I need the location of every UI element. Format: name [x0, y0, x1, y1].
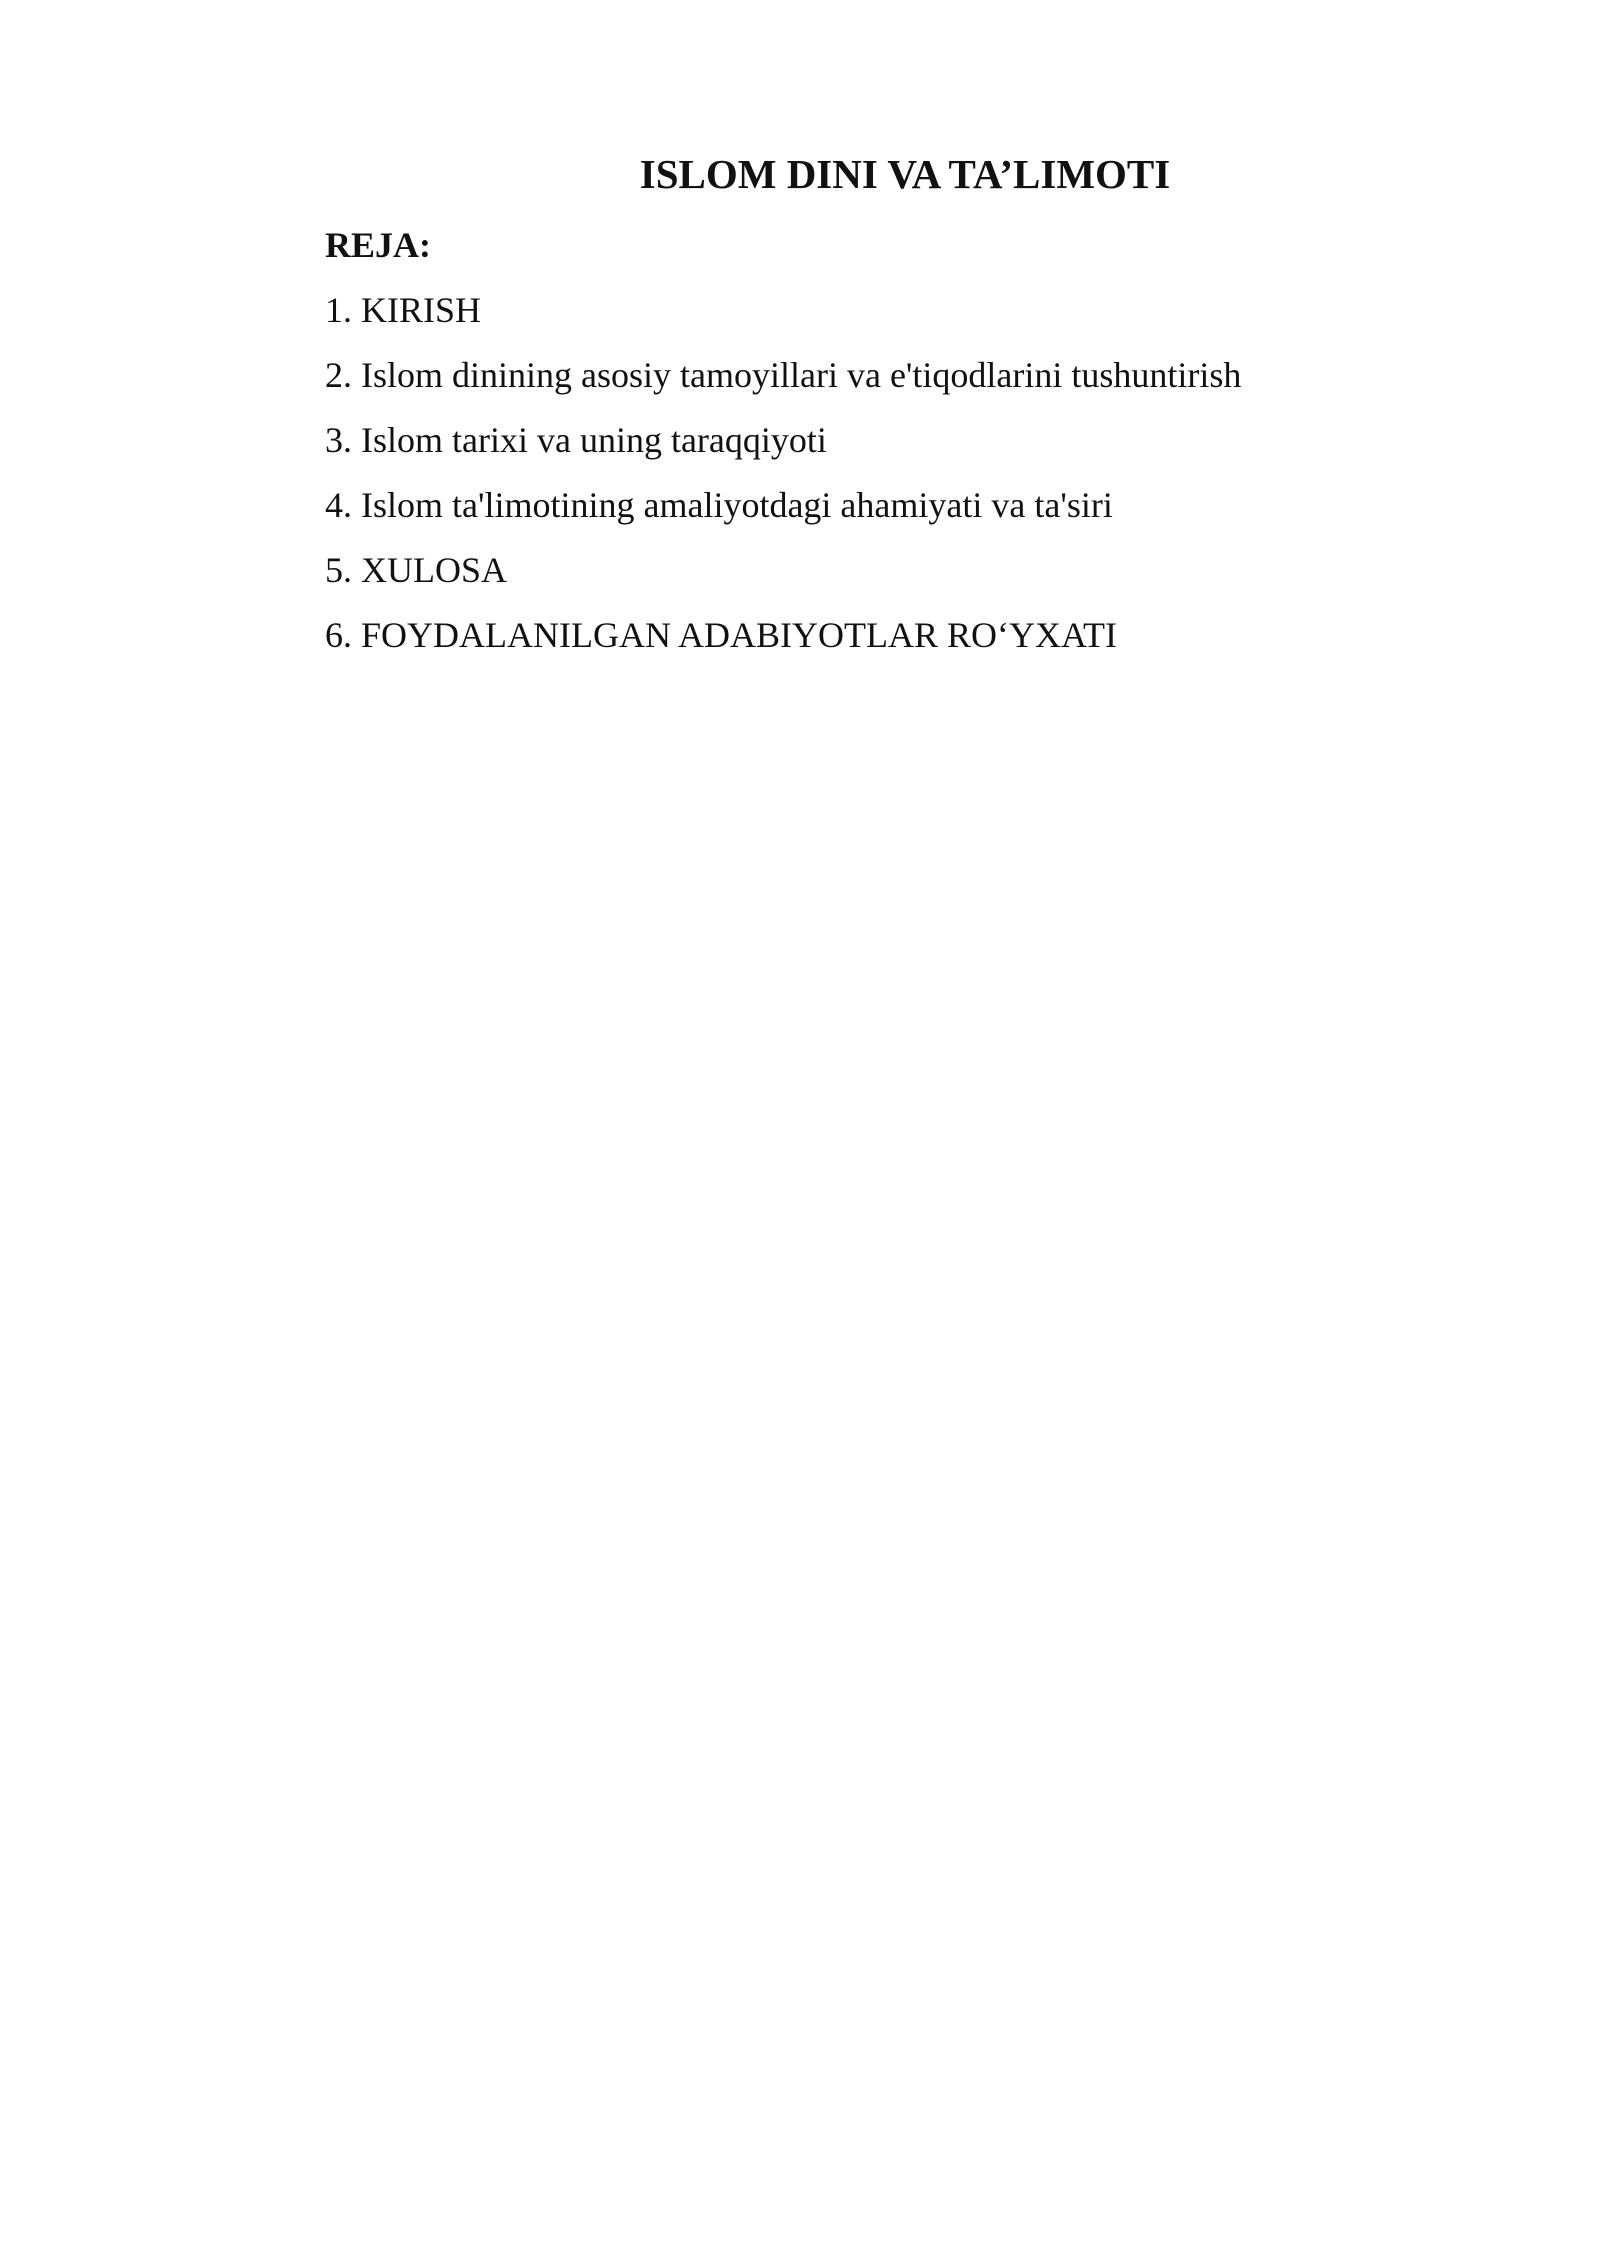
plan-item-principles: 2. Islom dinining asosiy tamoyillari va e'tiqodlarini tushuntirish [325, 355, 1242, 395]
plan-item-xulosa: 5. XULOSA [325, 550, 508, 590]
plan-item-kirish: 1. KIRISH [325, 290, 482, 330]
plan-item-practice: 4. Islom ta'limotining amaliyotdagi ahamiyati va ta'siri [325, 485, 1113, 525]
plan-item-history: 3. Islom tarixi va uning taraqqiyoti [325, 420, 827, 460]
plan-heading: REJA: [325, 225, 431, 265]
document-title: ISLOM DINI VA TA’LIMOTI [639, 151, 1171, 197]
plan-item-references: 6. FOYDALANILGAN ADABIYOTLAR RO‘YXATI [325, 615, 1117, 655]
plan-section [325, 224, 1425, 679]
plan-list [325, 289, 1425, 679]
